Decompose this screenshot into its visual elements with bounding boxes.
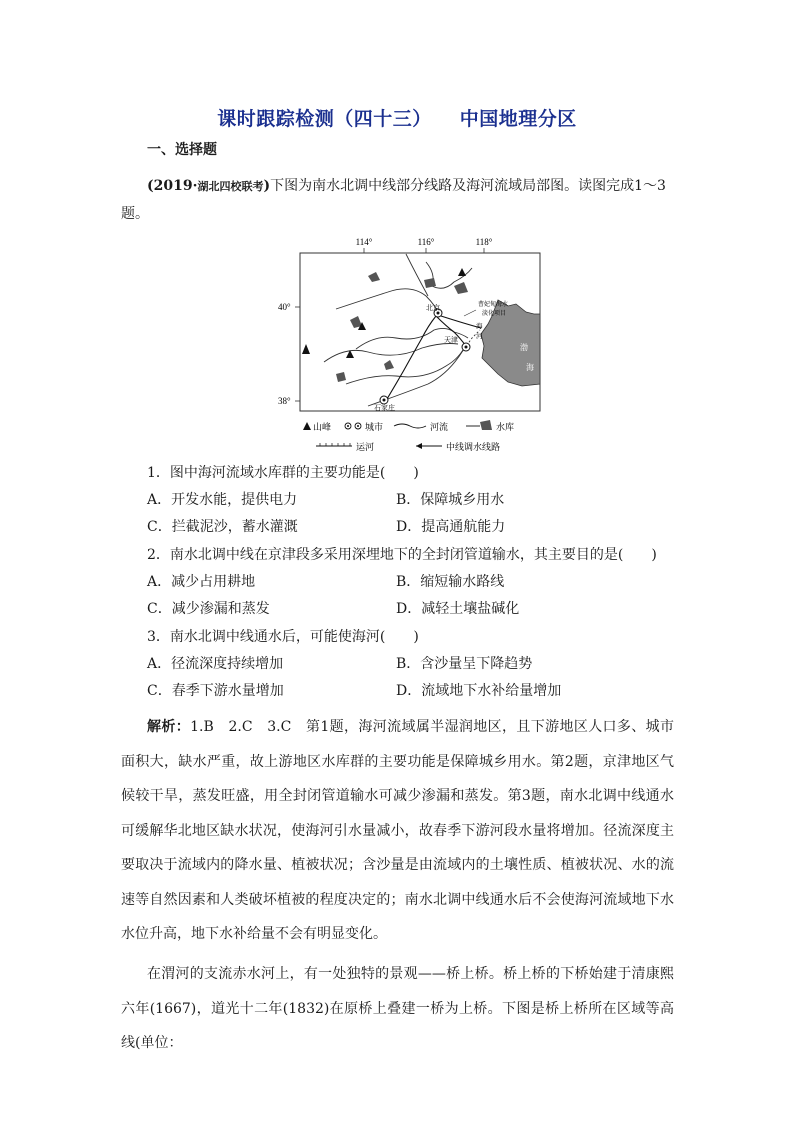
rivers	[324, 254, 472, 406]
q1-option-d: D．提高通航能力	[396, 519, 506, 535]
title-sub: 中国地理分区	[459, 108, 577, 130]
answer-label: 解析：	[147, 719, 191, 735]
lon-label-116: 116°	[417, 237, 435, 247]
q2-option-d: D．减轻土壤盐碱化	[396, 601, 520, 617]
question-1-stem: 1．图中海河流域水库群的主要功能是( )	[147, 465, 419, 481]
q1-option-c: C．拦截泥沙，蓄水灌溉	[147, 519, 298, 535]
q2-option-b: B．缩短输水路线	[396, 574, 505, 590]
page-title	[0, 104, 794, 131]
legend-city: 城市	[365, 422, 384, 432]
section-heading: 一、选择题	[147, 142, 217, 158]
map-legend	[303, 420, 514, 452]
q3-option-a: A．径流深度持续增加	[147, 656, 284, 672]
sea-label-1: 渤	[520, 343, 528, 352]
answer-analysis	[121, 710, 674, 952]
project-label-1: 曹妃甸海水	[478, 302, 509, 308]
intro-text-cont: 题。	[121, 206, 149, 222]
intro-year-prefix: (2019·	[147, 178, 198, 194]
legend-reservoir: 水库	[496, 422, 515, 432]
intro-text: 下图为南水北调中线部分线路及海河流域局部图。读图完成1～3	[270, 178, 666, 194]
central-route	[384, 316, 481, 404]
sea-label-2: 海	[526, 363, 534, 372]
haihe-label-1: 海	[476, 323, 483, 330]
lat-label-38: 38°	[278, 396, 291, 406]
project-label-2: 淡化项目	[482, 311, 507, 317]
q3-option-c: C．春季下游水量增加	[147, 683, 284, 699]
city-label-tianjin: 天津	[444, 336, 458, 344]
title-main: 课时跟踪检测（四十三）	[217, 108, 432, 130]
legend-route: 中线调水线路	[446, 442, 501, 452]
lat-label-40: 40°	[278, 302, 291, 312]
city-label-shijiazhuang: 石家庄	[374, 404, 395, 412]
city-label-beijing: 北京	[426, 304, 440, 312]
legend-peak-icon	[303, 422, 311, 430]
q3-option-b: B．含沙量呈下降趋势	[396, 656, 533, 672]
intro-paragraph	[147, 169, 674, 204]
map-figure	[276, 234, 556, 454]
legend-river: 河流	[430, 422, 449, 432]
city-markers	[380, 309, 470, 404]
q1-option-a: A．开发水能，提供电力	[147, 492, 298, 508]
legend-reservoir-icon	[480, 420, 492, 430]
q1-option-b: B．保障城乡用水	[396, 492, 505, 508]
lon-label-114: 114°	[355, 237, 373, 247]
legend-canal: 运河	[356, 442, 375, 452]
lon-label-118: 118°	[475, 237, 493, 247]
q2-option-c: C．减少渗漏和蒸发	[147, 601, 270, 617]
answer-keys: 1.B 2.C 3.C	[190, 719, 292, 735]
question-2-stem: 2．南水北调中线在京津段多采用深埋地下的全封闭管道输水，其主要目的是( )	[147, 547, 657, 563]
q3-option-d: D．流域地下水补给量增加	[396, 683, 562, 699]
legend-river-icon	[394, 424, 426, 428]
legend-peak: 山峰	[313, 422, 332, 432]
haihe-label-2: 河	[476, 333, 483, 340]
answer-text: 第1题，海河流域属半湿润地区，且下游地区人口多、城市面积大，缺水严重，故上游地区水库群的主要功能是保障城乡用水。第2题，京津地区气候较干旱，蒸发旺盛，用全封闭管道输水可减少渗漏和蒸发。第3题，南水北调中线通水可缓解华北地区缺水状况，使海河引水量减小，故春季下游河段水量将增加。径流深度主要取决于流域内的降水量、植被状况；含沙量是由流域内的土壤性质、植被状况、水的流速等自然因素和人类破坏植被的程度决定的；南水北调中线通水后不会使海河流域地下水水位升高，地下水补给量不会有明显变化。	[121, 719, 674, 942]
q2-option-a: A．减少占用耕地	[147, 574, 256, 590]
next-passage: 在渭河的支流赤水河上，有一处独特的景观——桥上桥。桥上桥的下桥始建于清康熙六年(1667)，道光十二年(1832)在原桥上叠建一桥为上桥。下图是桥上桥所在区域等高线(单位：	[121, 966, 674, 1051]
intro-year-suffix: )	[263, 178, 271, 194]
intro-source: 湖北四校联考	[197, 180, 264, 193]
question-3-stem: 3．南水北调中线通水后，可能使海河( )	[147, 629, 419, 645]
